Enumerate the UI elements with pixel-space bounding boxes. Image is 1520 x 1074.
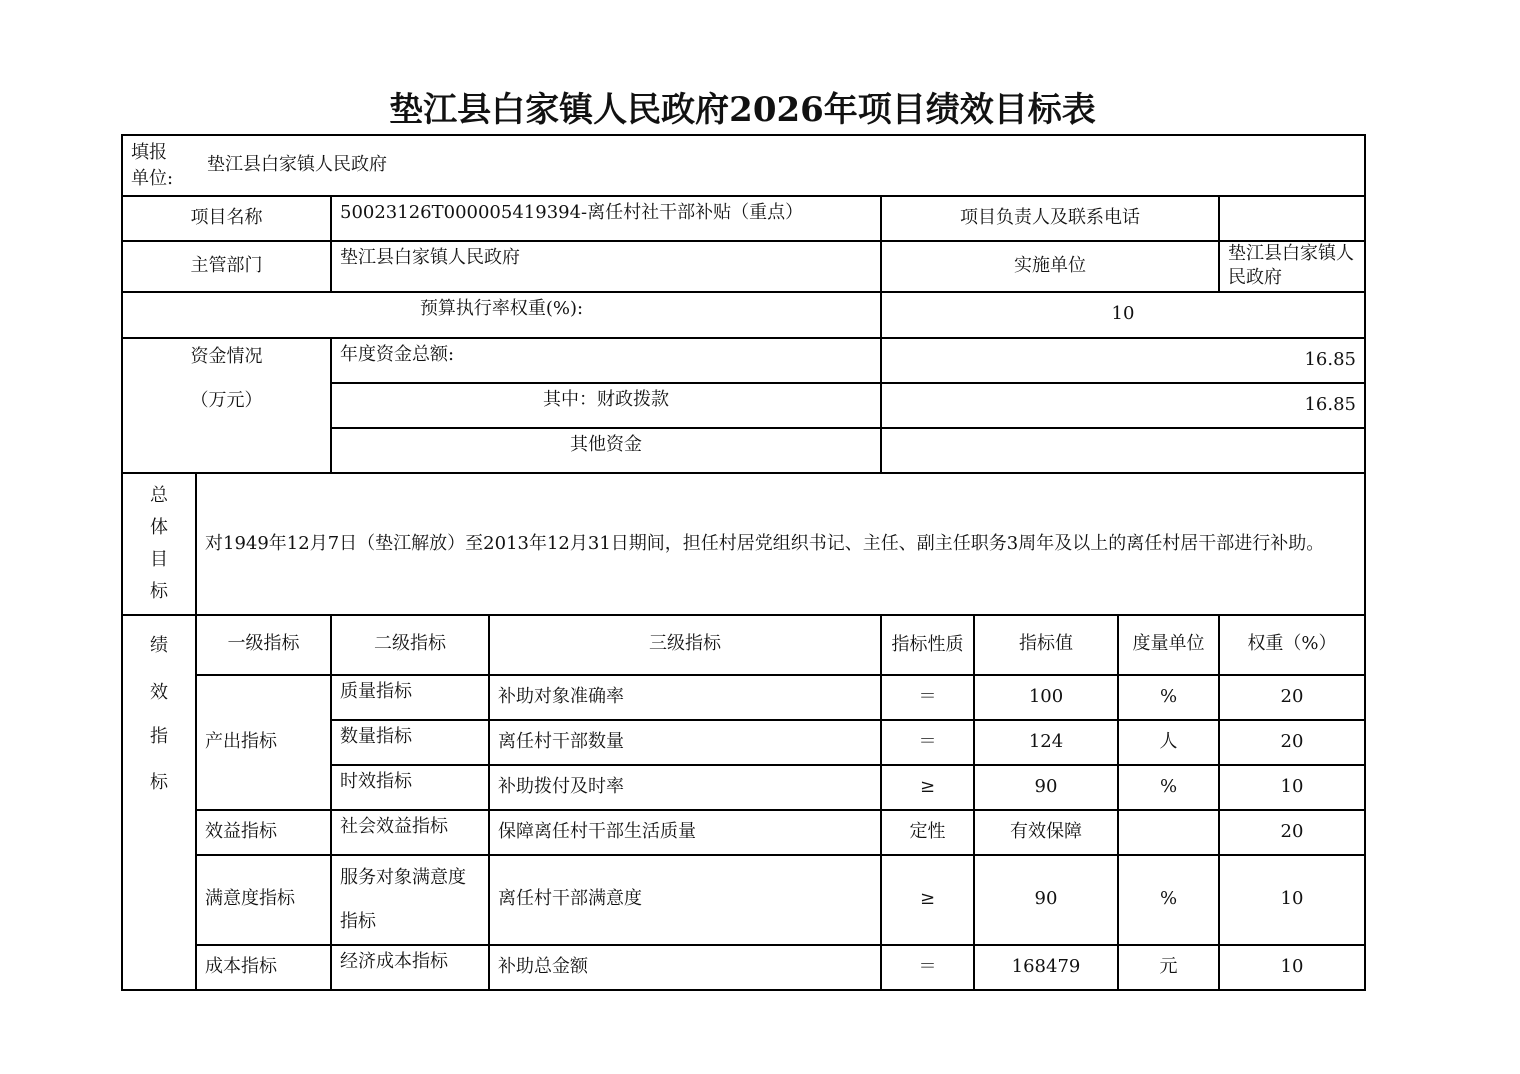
nature-cell: ≥ [881, 765, 974, 810]
group-cost: 成本指标 [196, 945, 331, 990]
header-level3: 三级指标 [489, 615, 881, 675]
header-value: 指标值 [974, 615, 1118, 675]
value-cell: 90 [974, 765, 1118, 810]
group-benefit: 效益指标 [196, 810, 331, 855]
perf-label-char: 指 [150, 725, 168, 747]
level3-cell: 离任村干部满意度 [489, 855, 881, 945]
header-nature: 指标性质 [881, 615, 974, 675]
nature-cell: 定性 [881, 810, 974, 855]
weight-cell: 20 [1219, 720, 1365, 765]
level2-cell: 服务对象满意度指标 [331, 855, 489, 945]
other-funds-value [881, 428, 1365, 473]
weight-cell: 10 [1219, 855, 1365, 945]
goal-label [122, 473, 196, 615]
level2-cell: 时效指标 [331, 765, 489, 810]
level3-cell: 离任村干部数量 [489, 720, 881, 765]
header-level2: 二级指标 [331, 615, 489, 675]
unit-value: 垫江县白家镇人民政府 [207, 154, 387, 176]
goal-text: 对1949年12月7日（垫江解放）至2013年12月31日期间，担任村居党组织书记、主任、副主任职务3周年及以上的离任村居干部进行补助。 [196, 473, 1365, 615]
table-row [122, 945, 1365, 990]
table-row [122, 675, 1365, 720]
unit-cell: % [1118, 675, 1219, 720]
nature-cell: ＝ [881, 945, 974, 990]
table-row [122, 855, 1365, 945]
funds-label [122, 338, 331, 473]
value-cell: 90 [974, 855, 1118, 945]
value-cell: 168479 [974, 945, 1118, 990]
impl-label: 实施单位 [881, 241, 1219, 292]
contact-value [1219, 196, 1365, 241]
dept-value: 垫江县白家镇人民政府 [331, 241, 881, 292]
header-weight: 权重（%） [1219, 615, 1365, 675]
header-level1: 一级指标 [196, 615, 331, 675]
other-funds-label: 其他资金 [331, 428, 881, 473]
goal-label-char: 标 [150, 580, 168, 602]
fiscal-value: 16.85 [881, 383, 1365, 428]
fiscal-label: 其中：财政拨款 [331, 383, 881, 428]
level2-cell: 经济成本指标 [331, 945, 489, 990]
weight-cell: 20 [1219, 810, 1365, 855]
budget-weight-label: 预算执行率权重(%): [122, 292, 881, 338]
dept-label: 主管部门 [122, 241, 331, 292]
contact-label: 项目负责人及联系电话 [881, 196, 1219, 241]
budget-weight-value: 10 [881, 292, 1365, 338]
group-output: 产出指标 [196, 675, 331, 810]
project-name-value: 50023126T000005419394-离任村社干部补贴（重点） [331, 196, 881, 241]
perf-label [122, 615, 196, 990]
perf-label-char: 标 [150, 771, 168, 793]
table-row [122, 810, 1365, 855]
level2-cell: 社会效益指标 [331, 810, 489, 855]
page-title: 垫江县白家镇人民政府2026年项目绩效目标表 [389, 90, 1096, 130]
value-cell: 100 [974, 675, 1118, 720]
level3-cell: 补助拨付及时率 [489, 765, 881, 810]
level3-cell: 补助对象准确率 [489, 675, 881, 720]
goal-label-char: 总 [150, 484, 168, 506]
performance-table [121, 134, 1366, 991]
project-name-label: 项目名称 [122, 196, 331, 241]
header-unit: 度量单位 [1118, 615, 1219, 675]
impl-value: 垫江县白家镇人民政府 [1219, 241, 1365, 292]
unit-row [122, 135, 1365, 196]
goal-label-char: 目 [150, 548, 168, 570]
level2-cell: 数量指标 [331, 720, 489, 765]
unit-cell [1118, 810, 1219, 855]
unit-cell: 人 [1118, 720, 1219, 765]
perf-label-char: 效 [150, 681, 168, 703]
goal-label-char: 体 [150, 516, 168, 538]
weight-cell: 10 [1219, 765, 1365, 810]
value-cell: 124 [974, 720, 1118, 765]
funds-label-line2: （万元） [190, 389, 263, 411]
level3-cell: 保障离任村干部生活质量 [489, 810, 881, 855]
nature-cell: ＝ [881, 720, 974, 765]
annual-total-label: 年度资金总额: [331, 338, 881, 383]
level3-cell: 补助总金额 [489, 945, 881, 990]
unit-cell: % [1118, 765, 1219, 810]
unit-cell: % [1118, 855, 1219, 945]
weight-cell: 10 [1219, 945, 1365, 990]
group-satisfaction: 满意度指标 [196, 855, 331, 945]
nature-cell: ＝ [881, 675, 974, 720]
nature-cell: ≥ [881, 855, 974, 945]
unit-cell: 元 [1118, 945, 1219, 990]
annual-total-value: 16.85 [881, 338, 1365, 383]
value-cell: 有效保障 [974, 810, 1118, 855]
level2-cell: 质量指标 [331, 675, 489, 720]
funds-label-line1: 资金情况 [190, 345, 263, 367]
weight-cell: 20 [1219, 675, 1365, 720]
perf-label-char: 绩 [150, 634, 168, 656]
unit-label: 填报 单位: [131, 142, 174, 189]
